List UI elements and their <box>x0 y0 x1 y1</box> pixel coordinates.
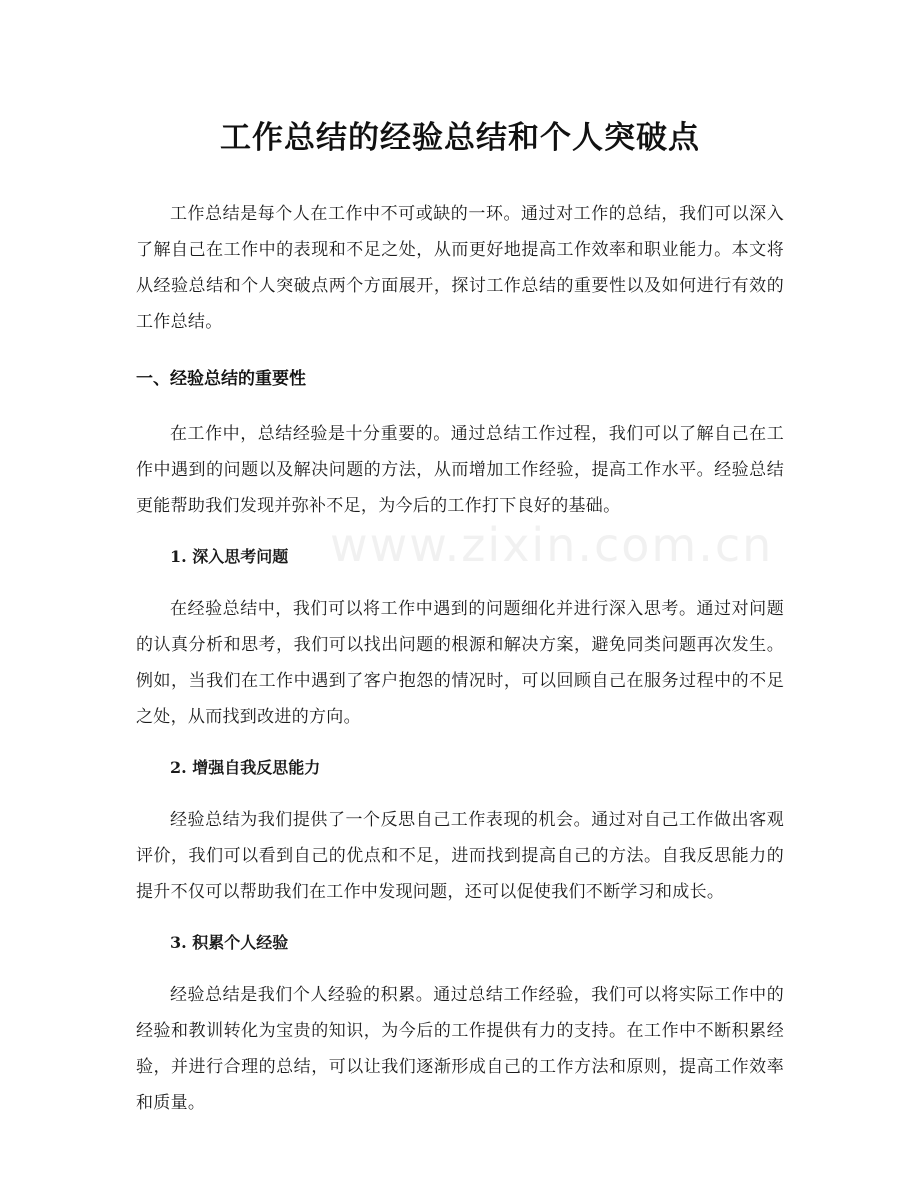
section-heading-importance: 一、经验总结的重要性 <box>136 369 306 389</box>
intro-paragraph: 工作总结是每个人在工作中不可或缺的一环。通过对工作的总结，我们可以深入了解自己在工作中的表现和不足之处，从而更好地提高工作效率和职业能力。本文将从经验总结和个人突破点两个方面展开，探讨工作总结的重要性以及如何进行有效的工作总结。 <box>136 204 784 332</box>
subheading-deep-thinking: 1. 深入思考问题 <box>170 547 289 566</box>
document-title: 工作总结的经验总结和个人突破点 <box>220 120 700 156</box>
subheading-accumulate-experience: 3. 积累个人经验 <box>170 933 289 952</box>
watermark: www.zixin.com.cn <box>330 518 774 572</box>
subsection-paragraph: 经验总结是我们个人经验的积累。通过总结工作经验，我们可以将实际工作中的经验和教训转化为宝贵的知识，为今后的工作提供有力的支持。在工作中不断积累经验，并进行合理的总结，可以让我们逐渐形成自己的工作方法和原则，提高工作效率和质量。 <box>136 985 784 1113</box>
subheading-self-reflection: 2. 增强自我反思能力 <box>170 758 321 777</box>
subsection-paragraph: 经验总结为我们提供了一个反思自己工作表现的机会。通过对自己工作做出客观评价，我们可以看到自己的优点和不足，进而找到提高自己的方法。自我反思能力的提升不仅可以帮助我们在工作中发现问题，还可以促使我们不断学习和成长。 <box>136 810 784 902</box>
section-paragraph: 在工作中，总结经验是十分重要的。通过总结工作过程，我们可以了解自己在工作中遇到的问题以及解决问题的方法，从而增加工作经验，提高工作水平。经验总结更能帮助我们发现并弥补不足，为今后的工作打下良好的基础。 <box>136 424 784 516</box>
subsection-paragraph: 在经验总结中，我们可以将工作中遇到的问题细化并进行深入思考。通过对问题的认真分析和思考，我们可以找出问题的根源和解决方案，避免同类问题再次发生。例如，当我们在工作中遇到了客户抱怨的情况时，可以回顾自己在服务过程中的不足之处，从而找到改进的方向。 <box>136 599 784 727</box>
